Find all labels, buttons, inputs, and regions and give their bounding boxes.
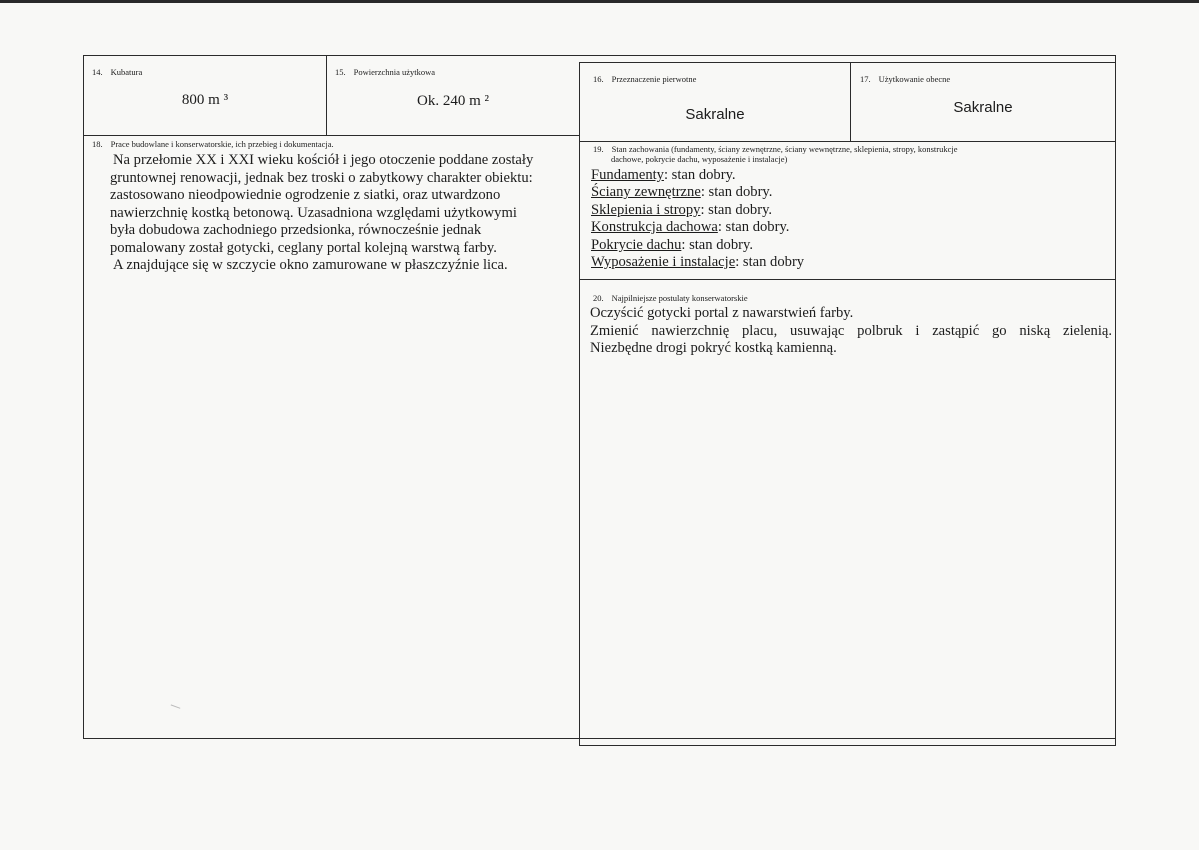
field-18-line: Na przełomie XX i XXI wieku kościół i jego otoczenie poddane zostały <box>113 152 534 168</box>
field-19-items <box>591 167 804 271</box>
field-18-line: nawierzchnię kostką betonową. Uzasadniona względami użytkowymi <box>110 204 517 221</box>
field-18-line: była dobudowa zachodniego przedsionka, równocześnie jednak <box>110 222 482 238</box>
field-18-label: 18. Prace budowlane i konserwatorskie, ich przebieg i dokumentacja. <box>92 139 334 149</box>
field-18-line: A znajdujące się w szczycie okno zamurowane w płaszczyźnie lica. <box>113 257 508 273</box>
rule-row1-left <box>83 135 579 136</box>
field-18-line: pomalowany został gotycki, ceglany portal kolejną warstwą farby. <box>110 239 497 256</box>
condition-item: Wyposażenie i instalacje: stan dobry <box>591 254 805 271</box>
field-16-label: 16. Przeznaczenie pierwotne <box>593 74 697 84</box>
field-20-text <box>590 305 1112 358</box>
field-18-text <box>110 152 574 275</box>
field-20-line: Oczyścić gotycki portal z nawarstwień farby. <box>590 305 854 321</box>
rule-row1-right <box>579 141 1116 142</box>
condition-item: Pokrycie dachu: stan dobry. <box>591 236 753 253</box>
condition-item: Konstrukcja dachowa: stan dobry. <box>591 219 790 236</box>
condition-item: Fundamenty: stan dobry. <box>591 167 736 183</box>
field-17-label: 17. Użytkowanie obecne <box>860 74 951 84</box>
condition-item: Sklepienia i stropy: stan dobry. <box>591 201 773 218</box>
condition-item: Ściany zewnętrzne: stan dobry. <box>591 184 773 201</box>
field-14-value: 800 m ³ <box>181 92 229 108</box>
form-table-right-frame <box>579 62 1116 746</box>
field-20-line: Zmienić nawierzchnię placu, usuwając polbruk i zastąpić go niską zielenią. <box>590 322 1112 339</box>
field-15-value: Ok. 240 m ² <box>417 93 489 109</box>
field-20-line: Niezbędne drogi pokryć kostką kamienną. <box>590 340 837 356</box>
divider-14-15 <box>326 55 327 135</box>
divider-16-17 <box>850 62 851 142</box>
field-19-label: 19. Stan zachowania (fundamenty, ściany zewnętrzne, ściany wewnętrzne, sklepienia, stropy, konstrukcje dachowe, pokrycie dachu, wyposażenie i instalacje) <box>593 144 958 164</box>
field-18-line: zastosowano nieodpowiednie ogrodzenie z siatki, oraz utwardzono <box>110 187 501 203</box>
field-20-label: 20. Najpilniejsze postulaty konserwatorskie <box>593 293 748 303</box>
field-16-value: Sakralne <box>685 106 745 123</box>
field-14-label: 14. Kubatura <box>92 67 143 77</box>
field-17-value: Sakralne <box>953 99 1013 116</box>
scan-edge <box>0 0 1199 3</box>
field-18-line: gruntownej renowacji, jednak bez troski o zabytkowy charakter obiektu: <box>110 169 533 186</box>
rule-19-20 <box>579 279 1116 280</box>
field-15-label: 15. Powierzchnia użytkowa <box>335 67 436 77</box>
